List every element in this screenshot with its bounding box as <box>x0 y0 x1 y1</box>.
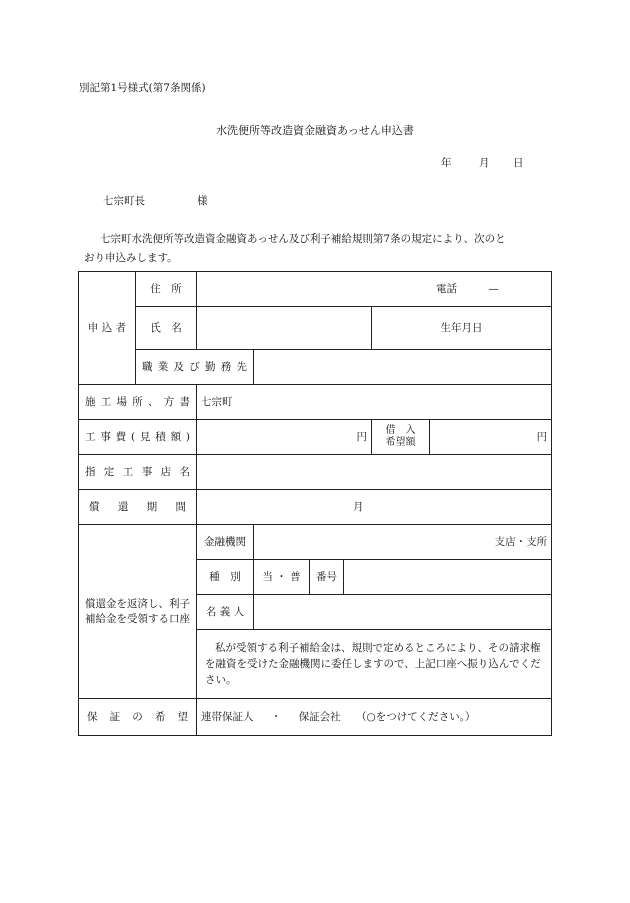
repay-field[interactable] <box>197 490 552 525</box>
occupation-field[interactable] <box>254 350 552 385</box>
name-field[interactable] <box>197 307 372 350</box>
type-field[interactable]: 当 ・ 普 <box>254 560 310 595</box>
bank-suffix: 支店・支所 <box>494 536 548 548</box>
phone-label: 電話 <box>436 283 457 295</box>
holder-field[interactable] <box>254 595 552 630</box>
intro-text-line2: おり申込みします。 <box>84 252 178 264</box>
address-label: 住 所 <box>136 272 197 307</box>
phone-dash: — <box>488 283 499 295</box>
loan-label: 借 入 希望額 <box>372 420 430 455</box>
applicant-group-label: 申 込 者 <box>79 272 136 385</box>
guarantee-option-company[interactable]: 保証会社 <box>298 711 341 723</box>
loan-yen: 円 <box>536 431 548 443</box>
bank-label: 金融機関 <box>197 525 254 560</box>
site-value: 七宗町 <box>201 396 233 408</box>
account-group-label: 償還金を返済し、利子補給金を受領する口座 <box>79 525 197 699</box>
birthdate-label: 生年月日 <box>372 307 552 350</box>
form-number: 別記第1号様式(第7条関係) <box>79 82 206 94</box>
loan-field[interactable] <box>430 420 552 455</box>
cost-field[interactable] <box>197 420 372 455</box>
site-label: 施工場所、方書 <box>79 385 197 420</box>
guarantee-separator: ・ <box>270 711 282 723</box>
holder-label: 名 義 人 <box>197 595 254 630</box>
date-month: 月 <box>479 157 490 169</box>
repay-unit: 月 <box>353 501 364 513</box>
guarantee-field[interactable] <box>197 699 552 736</box>
date-year: 年 <box>441 157 452 169</box>
intro-text-line1: 七宗町水洗便所等改造資金融資あっせん及び利子補給規則第7条の規定により、次のと <box>100 233 506 245</box>
date-day: 日 <box>513 157 524 169</box>
document-title: 水洗便所等改造資金融資あっせん申込書 <box>216 124 414 137</box>
repay-label: 償還期間 <box>79 490 197 525</box>
type-label: 種 別 <box>197 560 254 595</box>
cost-label: 工事費(見積額) <box>79 420 197 455</box>
occupation-label: 職業及び勤務先 <box>136 350 254 385</box>
delegation-note: 私が受領する利子補給金は、規則で定めるところにより、その請求権を融資を受けた金融機関に委任しますので、上記口座へ振り込んでください。 <box>197 630 552 699</box>
honorific: 様 <box>197 195 208 207</box>
bank-field[interactable] <box>254 525 552 560</box>
name-label: 氏 名 <box>136 307 197 350</box>
addressee: 七宗町長 <box>103 195 145 207</box>
account-number-field[interactable] <box>344 560 552 595</box>
site-field[interactable] <box>197 385 552 420</box>
contractor-field[interactable] <box>197 455 552 490</box>
address-field[interactable] <box>197 272 552 307</box>
number-label: 番号 <box>310 560 344 595</box>
cost-yen: 円 <box>356 431 367 443</box>
guarantee-label: 保証の希望 <box>79 699 197 736</box>
guarantee-option-joint[interactable]: 連帯保証人 <box>201 711 254 723</box>
guarantee-hint: （○をつけてください。） <box>356 711 476 723</box>
contractor-label: 指定工事店名 <box>79 455 197 490</box>
application-form-table <box>78 271 552 736</box>
